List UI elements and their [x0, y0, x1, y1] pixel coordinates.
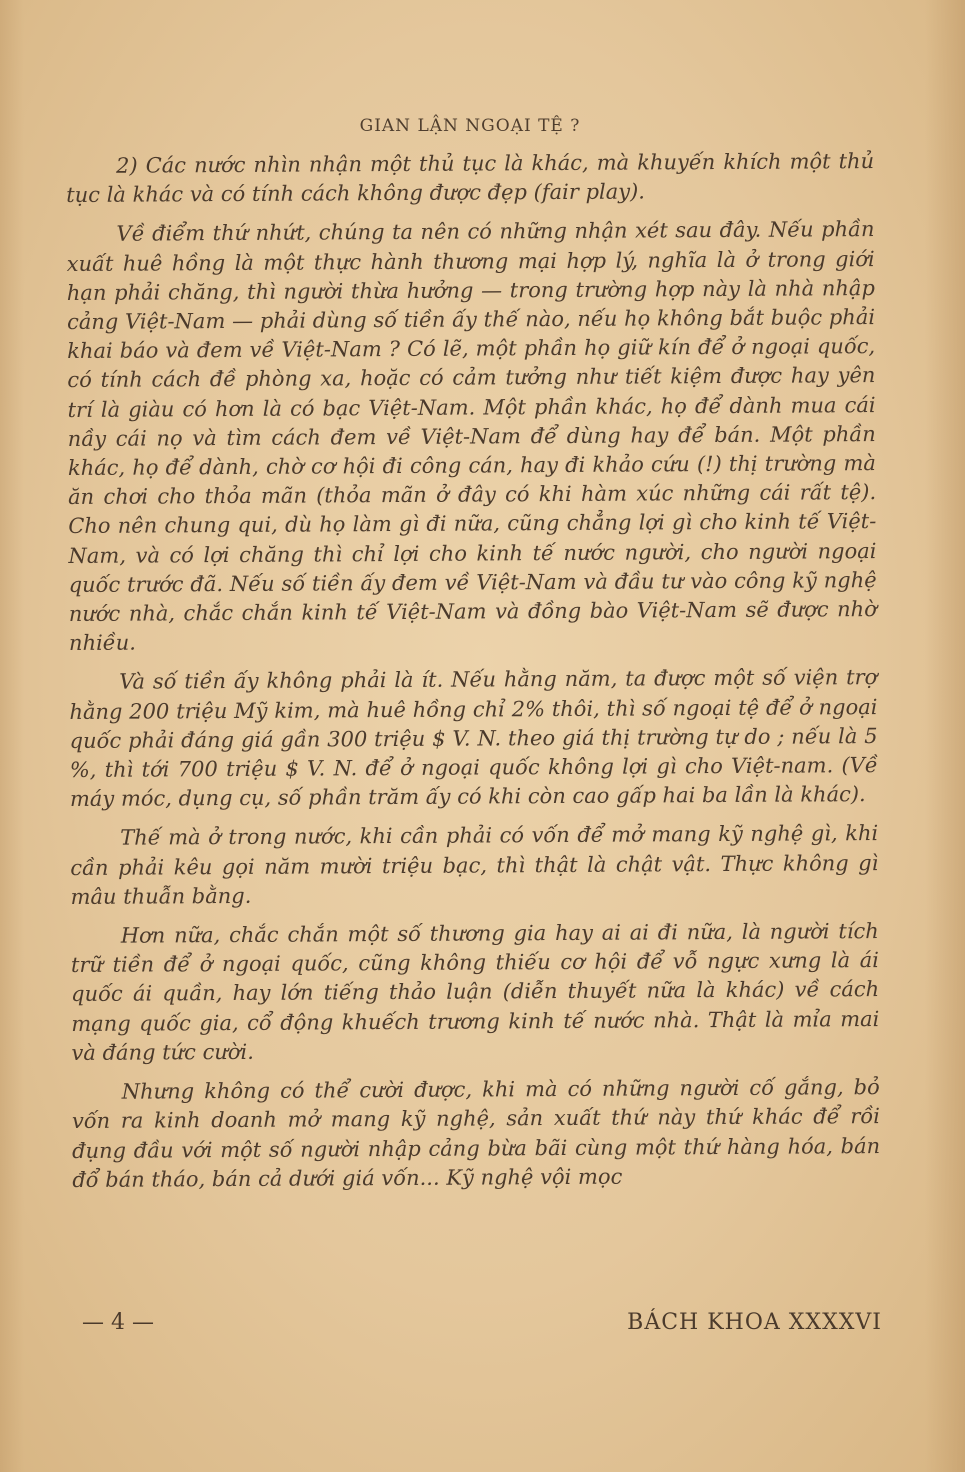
paper-edge-shadow-left — [0, 0, 24, 1472]
article-body — [66, 147, 880, 1205]
paragraph: Và số tiền ấy không phải là ít. Nếu hằng năm, ta được một số viện trợ hằng 200 triệu Mỹ kim, mà huê hồng chỉ 2% thôi, thì số ngoại tệ để ở ngoại quốc phải đáng giá gần 300 triệu $ V. N. theo giá thị trường tự do ; nếu là 5 %, thì tới 700 triệu $ V. N. để ở ngoại quốc không lợi gì cho Việt-nam. (Về máy móc, dụng cụ, số phần trăm ấy có khi còn cao gấp hai ba lần là khác). — [69, 665, 878, 812]
page-number: — 4 — — [82, 1310, 154, 1335]
paper-edge-shadow-right — [925, 0, 965, 1472]
page-footer — [82, 1310, 882, 1344]
running-head: GIAN LẬN NGOẠI TỆ ? — [359, 116, 581, 136]
magazine-title: BÁCH KHOA XXXXVI — [627, 1310, 882, 1335]
paragraph: Thế mà ở trong nước, khi cần phải có vốn để mở mang kỹ nghệ gì, khi cần phải kêu gọi năm mười triệu bạc, thì thật là chật vật. Thực không gì mâu thuẫn bằng. — [70, 821, 879, 909]
paragraph: Hơn nữa, chắc chắn một số thương gia hay ai ai đi nữa, là người tích trữ tiền để ở ngoại quốc, cũng không thiếu cơ hội để vỗ ngực xưng là ái quốc ái quần, hay lớn tiếng thảo luận (diễn thuyết nữa là khác) về cách mạng quốc gia, cổ động khuếch trương kinh tế nước nhà. Thật là mỉa mai và đáng tức cười. — [70, 919, 880, 1065]
paragraph: 2) Các nước nhìn nhận một thủ tục là khác, mà khuyến khích một thủ tục là khác và có tính cách không được đẹp (fair play). — [66, 149, 875, 208]
paragraph: Nhưng không có thể cười được, khi mà có những người cố gắng, bỏ vốn ra kinh doanh mở mang kỹ nghệ, sản xuất thứ này thứ khác để rồi đụng đầu với một số người nhập cảng bừa bãi cùng một thứ hàng hóa, bán đổ bán tháo, bán cả dưới giá vốn... Kỹ nghệ vội mọc — [71, 1075, 881, 1192]
paragraph: Về điểm thứ nhứt, chúng ta nên có những nhận xét sau đây. Nếu phần xuất huê hồng là một thực hành thương mại hợp lý, nghĩa là ở trong giới hạn phải chăng, thì người thừa hưởng — trong trường hợp này là nhà nhập cảng Việt-Nam — phải dùng số tiền ấy thế nào, nếu họ không bắt buộc phải khai báo và đem về Việt-Nam ? Có lẽ, một phần họ giữ kín để ở ngoại quốc, có tính cách đề phòng xa, hoặc có cảm tưởng như tiết kiệm được hay yên trí là giàu có hơn là có bạc Việt-Nam. Một phần khác, họ để dành mua cái nầy cái nọ và tìm cách đem về Việt-Nam để dùng hay để bán. Một phần khác, họ để dành, chờ cơ hội đi công cán, hay đi khảo cứu (!) thị trường mà ăn chơi cho thỏa mãn (thỏa mãn ở đây có khi hàm xúc những cái rất tệ). Cho nên chung qui, dù họ làm gì đi nữa, cũng chẳng lợi gì cho kinh tế Việt-Nam, và có lợi chăng thì chỉ lợi cho kinh tế nước người, cho người ngoại quốc trước đã. Nếu số tiền ấy đem về Việt-Nam và đầu tư vào công kỹ nghệ nước nhà, chắc chắn kinh tế Việt-Nam và đồng bào Việt-Nam sẽ được nhờ nhiều. — [66, 217, 877, 656]
